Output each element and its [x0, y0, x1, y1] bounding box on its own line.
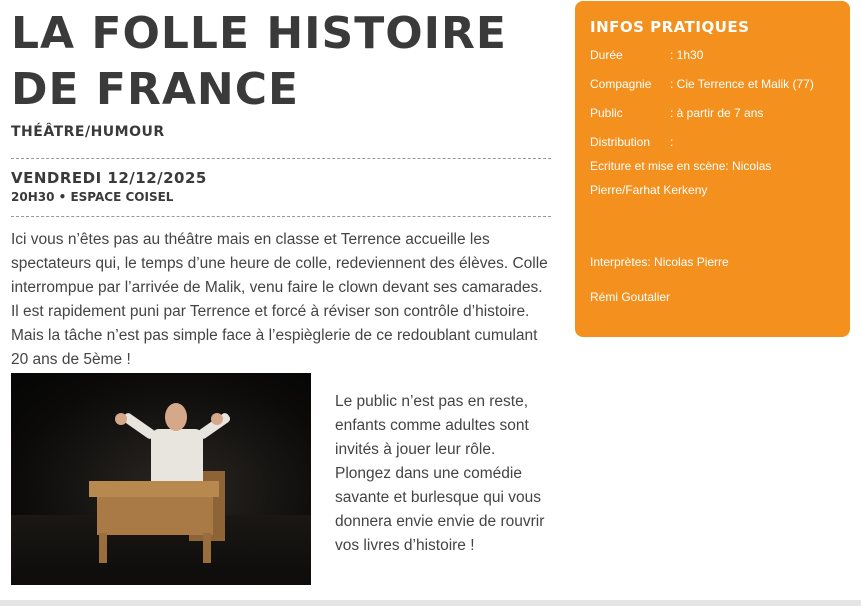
date-block	[11, 159, 551, 216]
event-main	[11, 0, 551, 372]
info-value: : 1h30	[670, 48, 704, 62]
info-ecriture-1: Ecriture et mise en scène: Nicolas	[590, 159, 772, 173]
media-row	[11, 373, 551, 585]
info-distribution	[590, 135, 673, 149]
info-compagnie	[590, 77, 814, 91]
event-side-text: Le public n’est pas en reste, enfants comme adultes sont invités à jouer leur rôle. Plongez dans une comédie savante et burlesque qui vous donnera envie envie de rouvrir vos livres d’histoire !	[335, 393, 545, 554]
info-ecriture-2: Pierre/Farhat Kerkeny	[590, 183, 708, 197]
info-title: INFOS PRATIQUES	[590, 18, 750, 36]
info-label: Distribution	[590, 135, 651, 149]
info-panel	[575, 1, 850, 337]
event-title: LA FOLLE HISTOIRE DE FRANCE	[11, 8, 507, 115]
info-label: Durée	[590, 48, 623, 62]
info-duree	[590, 48, 703, 62]
info-remi: Rémi Goutalier	[590, 290, 671, 304]
info-label: Compagnie	[590, 77, 652, 91]
event-date: VENDREDI 12/12/2025	[11, 169, 207, 187]
event-time-place: 20H30 • ESPACE COISEL	[11, 190, 174, 204]
info-value: : Cie Terrence et Malik (77)	[670, 77, 814, 91]
event-description: Ici vous n’êtes pas au théâtre mais en classe et Terrence accueille les spectateurs qui, le temps d’une heure de colle, redeviennent des élèves. Colle interrompue par l’arrivée de Malik, venu faire le clown devant ses camarades. Il est rapidement puni par Terrence et forcé à réviser son contrôle d’histoire. Mais la tâche n’est pas simple face à l’espièglerie de ce redoublant cumulant 20 ans de 5ème !	[11, 231, 548, 368]
info-value: :	[670, 135, 674, 149]
info-value: : à partir de 7 ans	[670, 106, 764, 120]
bottom-bar	[0, 600, 861, 606]
info-label: Public	[590, 106, 623, 120]
divider	[11, 216, 551, 217]
event-category: THÉÂTRE/HUMOUR	[11, 124, 165, 140]
event-photo	[11, 373, 311, 585]
info-interpretes: Interprètes: Nicolas Pierre	[590, 255, 729, 269]
info-public	[590, 106, 763, 120]
